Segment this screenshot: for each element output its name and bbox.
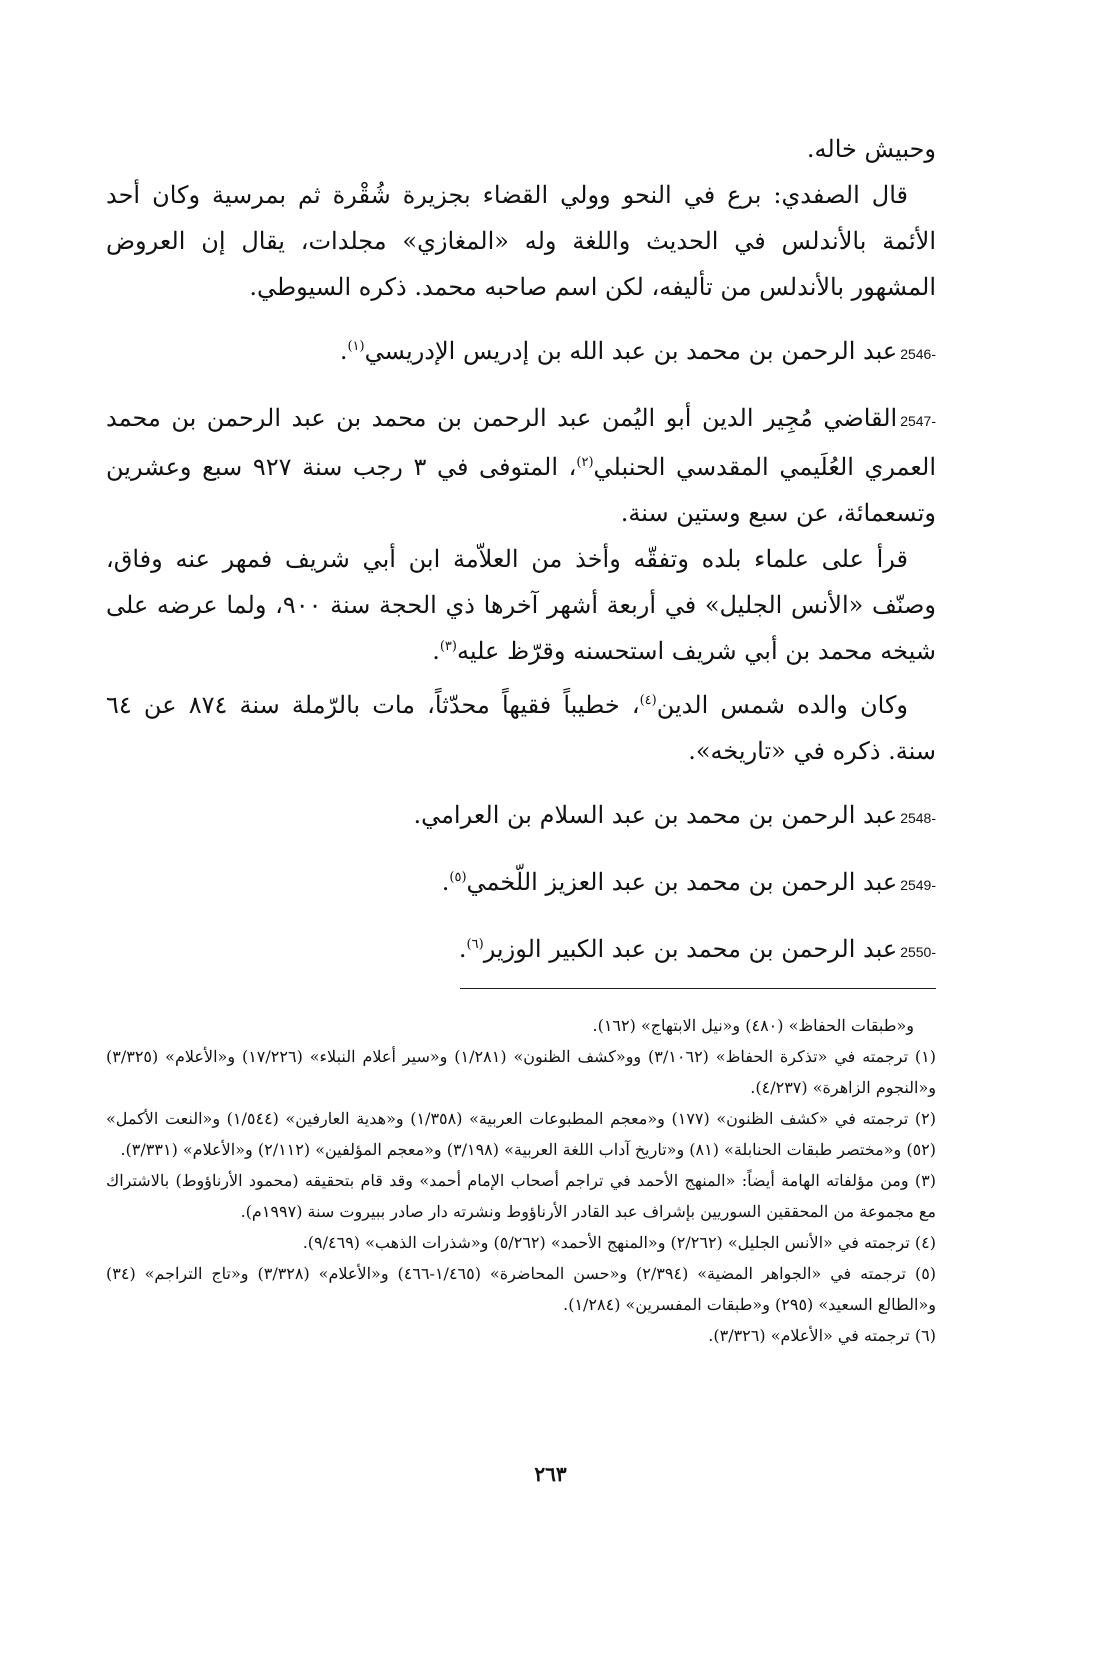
footnotes xyxy=(106,1010,936,1351)
footnote-marker: (٥) xyxy=(449,870,467,885)
entry-2547 xyxy=(106,395,936,536)
footnote-marker: (٢) xyxy=(576,455,594,470)
entry-name: عبد الرحمن بن محمد بن عبد الله بن إدريس الإدريسي xyxy=(364,337,898,365)
footnote-2: (٢) ترجمته في «كشف الظنون» (١٧٧) و«معجم المطبوعات العربية» (١/٣٥٨) و«هدية العارفين» (١/٥٤٤) و«النعت الأكمل» (٥٢) و«مختصر طبقات الحنابلة» (٨١) و«تاريخ آداب اللغة العربية» (٣/١٩٨) و«معجم المؤلفين» (٢/١١٢) و«الأعلام» (٣/٣٣١). xyxy=(106,1109,937,1159)
entry-number: 2549- xyxy=(900,877,936,893)
paragraph-text: وكان والده شمس الدين xyxy=(656,691,908,719)
paragraph-text: قال الصفدي: برع في النحو وولي القضاء بجزيرة شُقْرة ثم بمرسية وكان أحد الأئمة بالأندلس في الحديث واللغة وله «المغازي» مجلدات، يقال إن العروض المشهور بالأندلس من تأليفه، لكن اسم صاحبه محمد. ذكره السيوطي. xyxy=(106,181,936,301)
main-text xyxy=(106,126,936,975)
paragraph-text: ، خطيباً فقيهاً محدّثاً، مات بالرّملة سنة ٨٧٤ عن ٦٤ سنة. ذكره في «تاريخه». xyxy=(106,691,936,765)
entry-2546 xyxy=(106,328,936,377)
page-number: ٢٦٣ xyxy=(534,1462,567,1486)
paragraph-studies xyxy=(106,536,936,674)
footnote-marker: (٤) xyxy=(639,693,657,708)
footnote-marker: (٦) xyxy=(466,937,484,952)
entry-terminator: . xyxy=(339,337,348,365)
footnote-marker: (٣) xyxy=(439,639,457,654)
entry-name: عبد الرحمن بن محمد بن عبد العزيز اللّخمي xyxy=(466,868,898,896)
entry-2548 xyxy=(106,792,936,841)
paragraph-terminator: . xyxy=(432,637,440,665)
entry-name: عبد الرحمن بن محمد بن عبد السلام بن العرامي. xyxy=(413,801,898,829)
entry-terminator: . xyxy=(441,868,450,896)
footnote-5: (٥) ترجمته في «الجواهر المضية» (٢/٣٩٤) و«حسن المحاضرة» (١/٤٦٥-٤٦٦) و«الأعلام» (٣/٣٢٨) و«تاج التراجم» (٣٤) و«الطالع السعيد» (٢٩٥) و«طبقات المفسرين» (١/٢٨٤). xyxy=(106,1264,937,1314)
footnote-3: (٣) ومن مؤلفاته الهامة أيضاً: «المنهج الأحمد في تراجم أصحاب الإمام أحمد» وقد قام بتحقيقه (محمود الأرناؤوط) بالاشتراك مع مجموعة من المحققين السوريين بإشراف عبد القادر الأرناؤوط ونشرته دار صادر ببيروت سنة (١٩٩٧م). xyxy=(106,1171,936,1221)
entry-number: 2550- xyxy=(900,944,936,960)
entry-name: القاضي مُجِير الدين أبو اليُمن عبد الرحمن بن محمد بن عبد الرحمن بن محمد العمري العُلَيمي المقدسي الحنبلي xyxy=(106,404,936,481)
paragraph-text: وحبيش خاله. xyxy=(806,135,936,163)
entry-number: 2548- xyxy=(900,810,936,826)
entry-number: 2547- xyxy=(900,413,936,429)
entry-terminator: . xyxy=(458,935,467,963)
entry-2550 xyxy=(106,926,936,975)
entry-detail: ، المتوفى في ٣ رجب سنة ٩٢٧ سبع وعشرين وتسعمائة، عن سبع وستين سنة. xyxy=(106,453,936,527)
footnote-continuation: و«طبقات الحفاظ» (٤٨٠) و«نيل الابتهاج» (١٦٢). xyxy=(592,1016,914,1035)
paragraph-father xyxy=(106,682,936,774)
paragraph-text: قرأ على علماء بلده وتفقّه وأخذ من العلاّمة ابن أبي شريف فمهر عنه وفاق، وصنّف «الأنس الجليل» في أربعة أشهر آخرها ذي الحجة سنة ٩٠٠، ولما عرضه على شيخه محمد بن أبي شريف استحسنه وقرّظ عليه xyxy=(106,545,936,665)
footnote-marker: (١) xyxy=(347,339,365,354)
entry-name: عبد الرحمن بن محمد بن عبد الكبير الوزير xyxy=(483,935,898,963)
entry-number: 2546- xyxy=(900,346,936,362)
paragraph-continuation xyxy=(106,126,936,172)
paragraph-safadi xyxy=(106,172,936,310)
footnote-4: (٤) ترجمته في «الأنس الجليل» (٢/٢٦٢) و«المنهج الأحمد» (٥/٢٦٢) و«شذرات الذهب» (٩/٤٦٩). xyxy=(302,1233,936,1252)
footnote-separator xyxy=(460,988,936,989)
entry-2549 xyxy=(106,859,936,908)
footnote-1: (١) ترجمته في «تذكرة الحفاظ» (٣/١٠٦٢) وو«كشف الظنون» (١/٢٨١) و«سير أعلام النبلاء» (١٧/٢٢٦) و«الأعلام» (٣/٣٢٥) و«النجوم الزاهرة» (٤/٢٣٧). xyxy=(106,1047,937,1097)
footnote-6: (٦) ترجمته في «الأعلام» (٣/٣٢٦). xyxy=(708,1326,936,1345)
